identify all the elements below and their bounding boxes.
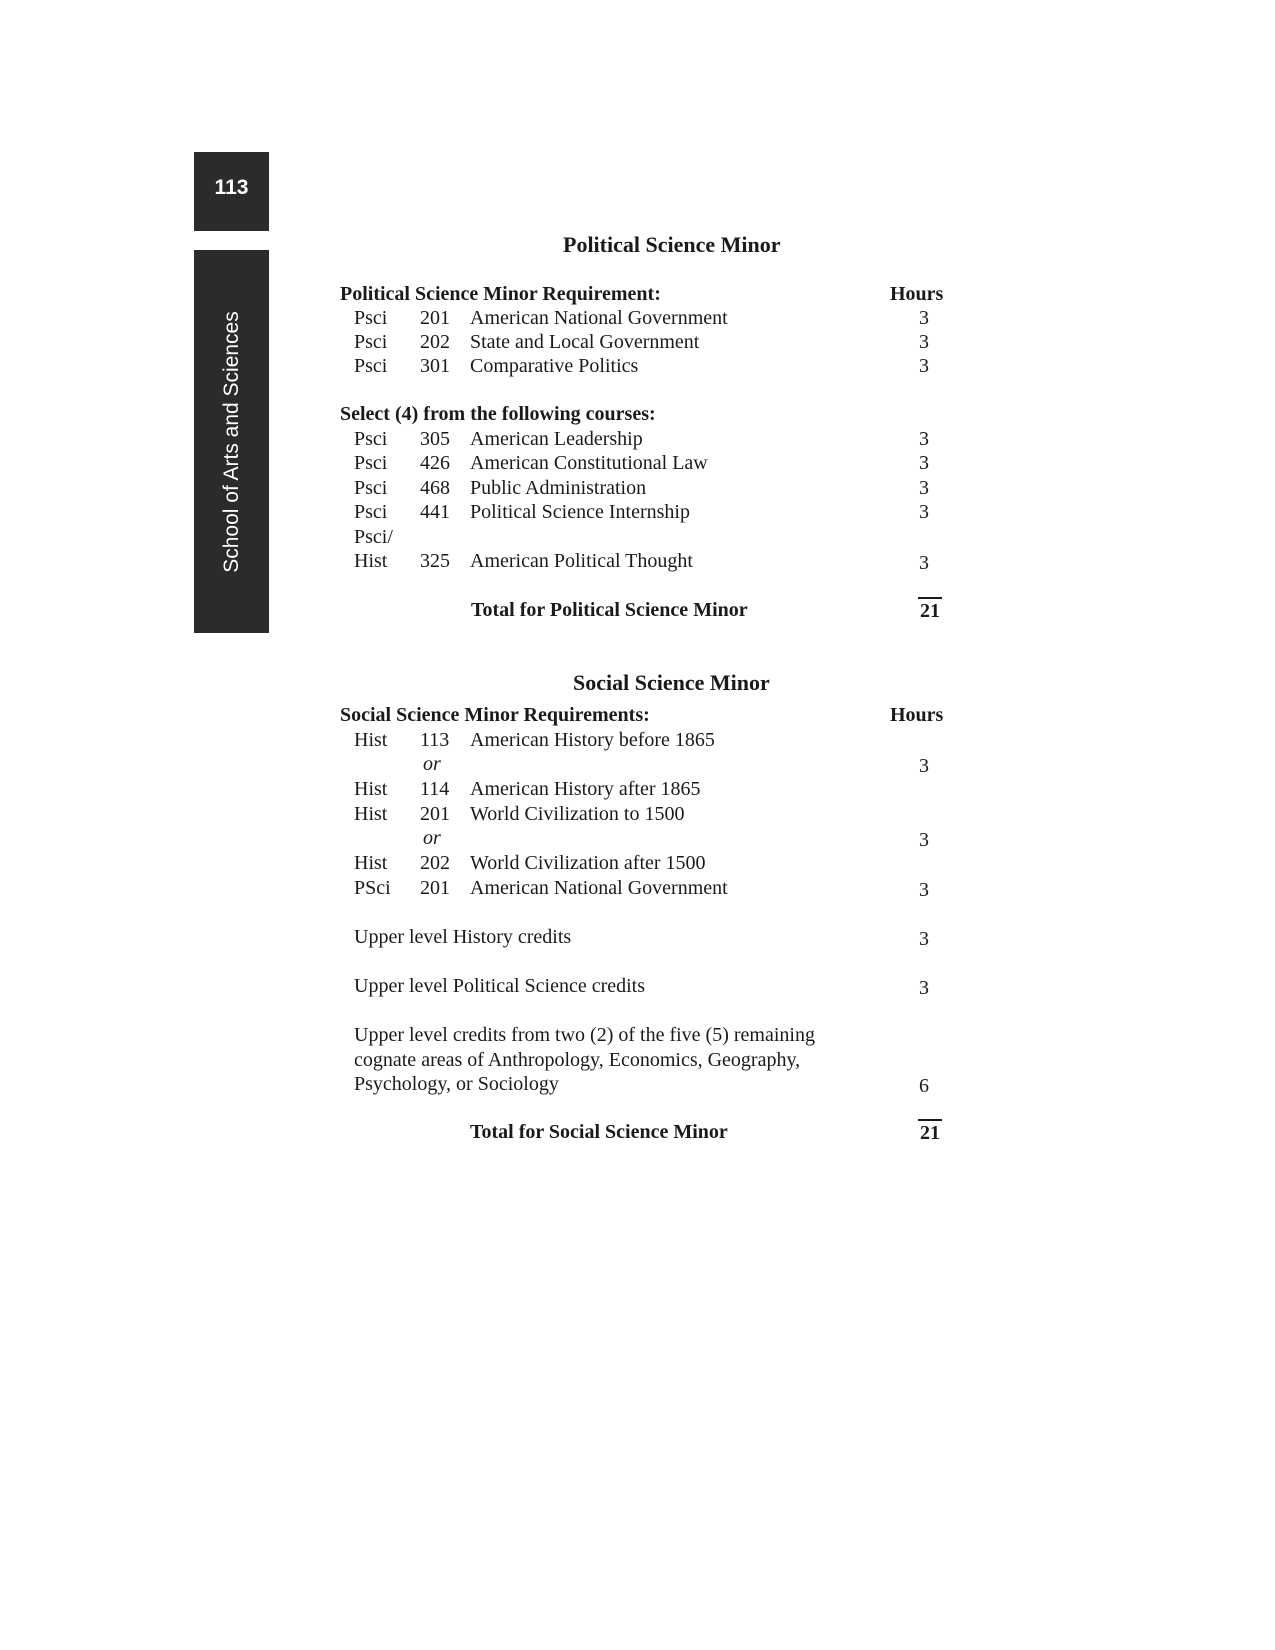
ssci-total-label: Total for Social Science Minor [470, 1121, 728, 1143]
course-name: American Political Thought [470, 550, 693, 572]
course-name: Public Administration [470, 477, 647, 499]
psci-req-heading: Political Science Minor Requirement: [340, 283, 661, 305]
course-hours: 3 [919, 552, 929, 574]
upper-psci-label: Upper level Political Science credits [354, 975, 646, 997]
cognate-line: Psychology, or Sociology [354, 1073, 559, 1095]
section-tab [194, 250, 269, 633]
course-number: 441 [420, 501, 450, 523]
cognate-line: Upper level credits from two (2) of the five (5) remaining [354, 1024, 815, 1046]
section-label: School of Arts and Sciences [219, 310, 243, 573]
course-dept: Hist [354, 550, 388, 572]
course-number: 202 [420, 331, 450, 353]
course-dept: Psci [354, 355, 388, 377]
course-dept: Hist [354, 778, 388, 800]
psci-total-label: Total for Political Science Minor [471, 599, 748, 621]
course-hours: 3 [919, 428, 929, 450]
course-name: Political Science Internship [470, 501, 690, 523]
course-number: 305 [420, 428, 450, 450]
course-hours: 3 [919, 355, 929, 377]
course-dept: Hist [354, 729, 388, 751]
course-name: American National Government [470, 307, 728, 329]
course-number: 201 [420, 307, 450, 329]
course-number: 201 [420, 803, 450, 825]
ssci-title: Social Science Minor [573, 670, 770, 695]
course-name: American National Government [470, 877, 728, 899]
or-label: or [423, 753, 441, 775]
course-name: State and Local Government [470, 331, 700, 353]
course-dept: Psci [354, 477, 388, 499]
course-dept: Psci [354, 501, 388, 523]
course-dept: Psci [354, 452, 388, 474]
course-hours: 3 [919, 829, 929, 851]
course-dept: Hist [354, 852, 388, 874]
course-number: 113 [420, 729, 450, 751]
upper-psci-hours: 3 [919, 977, 929, 999]
psci-title: Political Science Minor [563, 232, 781, 257]
ssci-hours-heading: Hours [890, 704, 944, 726]
course-name: World Civilization after 1500 [470, 852, 706, 874]
cognate-line: cognate areas of Anthropology, Economics, Geography, [354, 1049, 801, 1071]
course-number: 301 [420, 355, 450, 377]
course-dept: Hist [354, 803, 388, 825]
course-hours: 3 [919, 501, 929, 523]
page-number: 113 [214, 176, 249, 199]
course-dept: Psci [354, 331, 388, 353]
course-name: American History before 1865 [470, 729, 715, 751]
course-dept: Psci/ [354, 526, 393, 548]
ssci-total-hours: 21 [918, 1119, 942, 1145]
cognate-hours: 6 [919, 1075, 929, 1097]
course-number: 202 [420, 852, 450, 874]
course-hours: 3 [919, 331, 929, 353]
or-label: or [423, 827, 441, 849]
course-dept: Psci [354, 307, 388, 329]
page-number-tab [194, 152, 269, 231]
course-name: American Leadership [470, 428, 643, 450]
course-hours: 3 [919, 452, 929, 474]
ssci-req-heading: Social Science Minor Requirements: [340, 704, 650, 726]
upper-history-label: Upper level History credits [354, 926, 572, 948]
course-number: 468 [420, 477, 450, 499]
course-hours: 3 [919, 307, 929, 329]
psci-total-hours: 21 [918, 597, 942, 623]
course-name: World Civilization to 1500 [470, 803, 685, 825]
psci-select-heading: Select (4) from the following courses: [340, 403, 656, 425]
psci-hours-heading: Hours [890, 283, 944, 305]
course-number: 201 [420, 877, 450, 899]
upper-history-hours: 3 [919, 928, 929, 950]
course-name: American History after 1865 [470, 778, 701, 800]
course-number: 114 [420, 778, 450, 800]
course-dept: Psci [354, 428, 388, 450]
course-number: 325 [420, 550, 450, 572]
course-hours: 3 [919, 755, 929, 777]
course-name: American Constitutional Law [470, 452, 708, 474]
course-name: Comparative Politics [470, 355, 639, 377]
course-number: 426 [420, 452, 450, 474]
course-hours: 3 [919, 477, 929, 499]
course-hours: 3 [919, 879, 929, 901]
course-dept: PSci [354, 877, 391, 899]
